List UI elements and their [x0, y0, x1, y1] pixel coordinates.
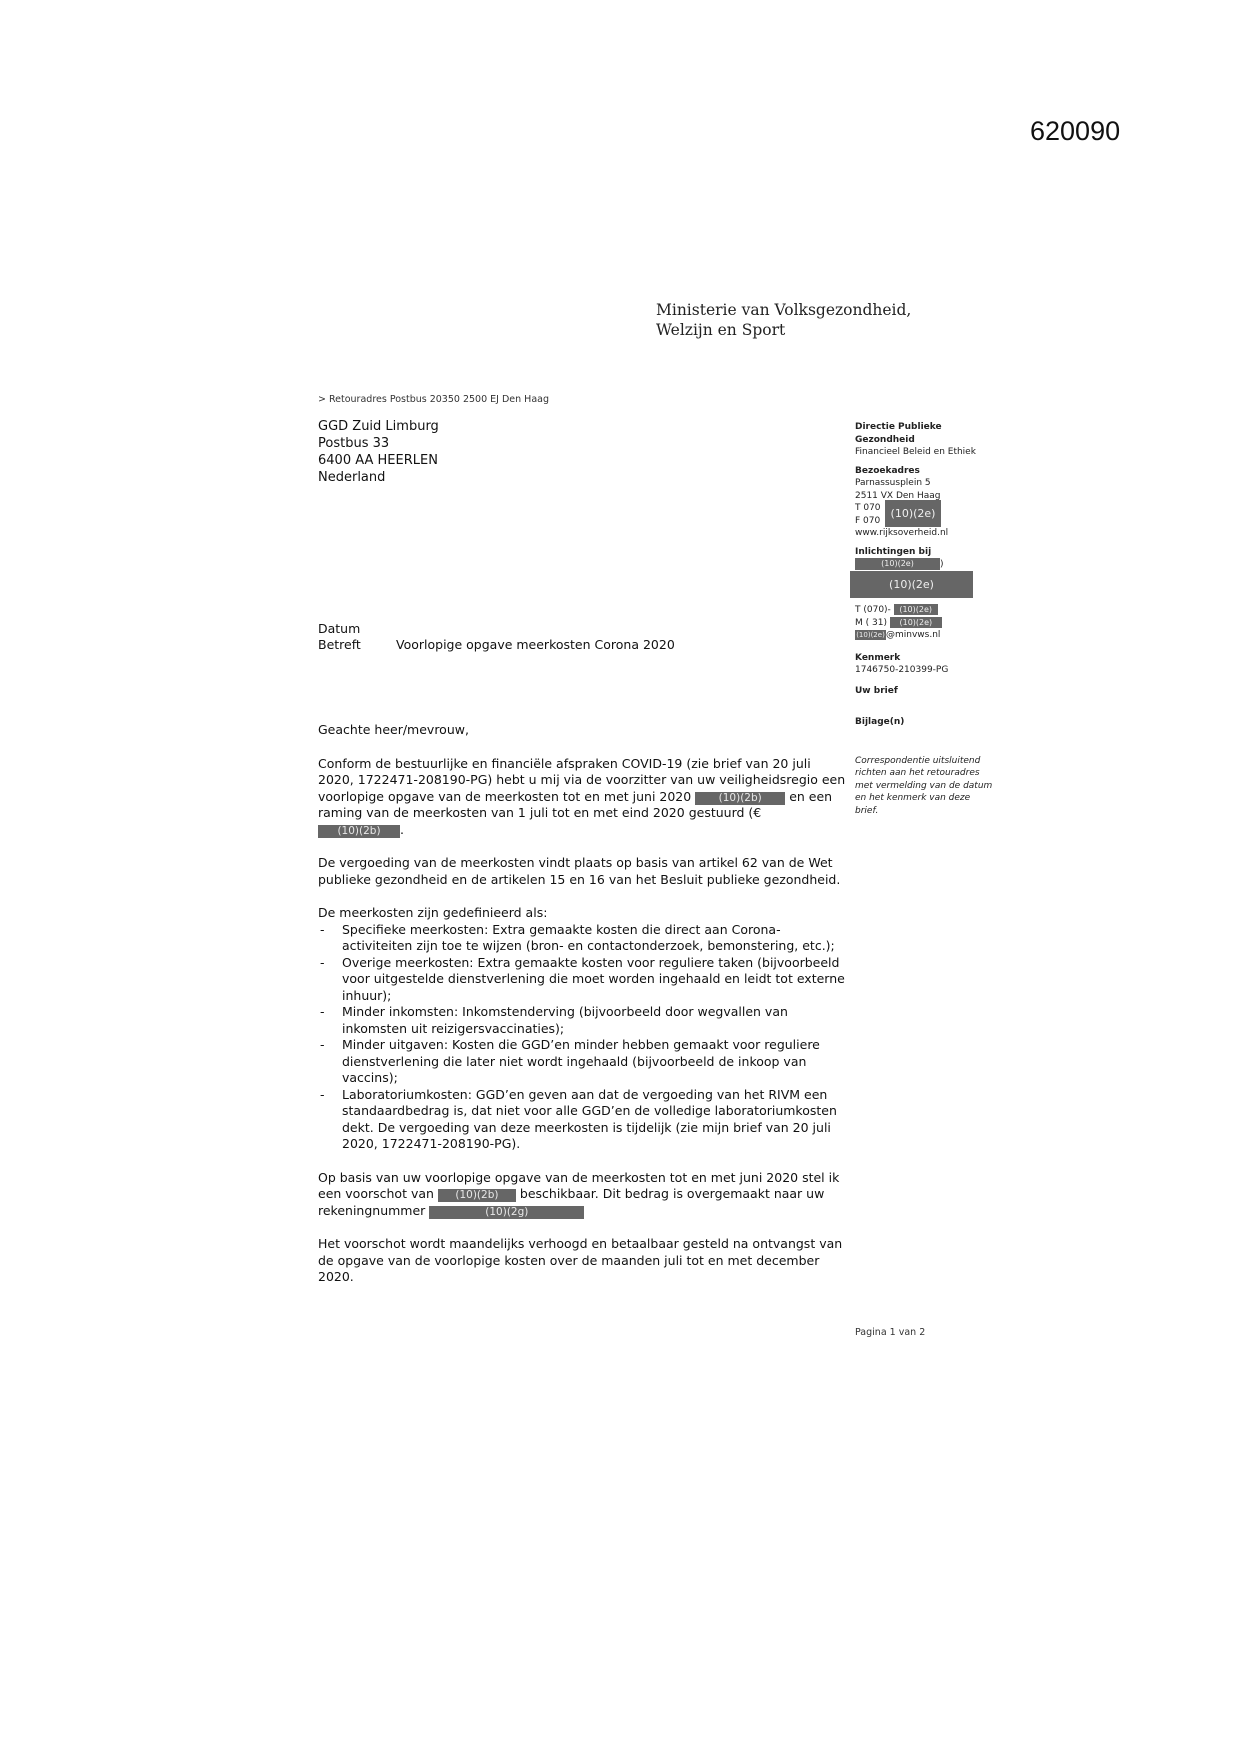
bijlage-heading: Bijlage(n): [855, 717, 905, 727]
redaction-contact-name: (10)(2e): [855, 558, 940, 570]
redaction-contact-dept: (10)(2e): [850, 571, 973, 598]
kenmerk-value: 1746750-210399-PG: [855, 665, 949, 675]
salutation: Geachte heer/mevrouw,: [318, 722, 469, 737]
website: www.rijksoverheid.nl: [855, 528, 949, 538]
recipient-city: 6400 AA HEERLEN: [318, 453, 438, 468]
visit-heading: Bezoekadres: [855, 465, 920, 476]
recipient-postbus: Postbus 33: [318, 436, 390, 451]
paragraph-1: Conform de bestuurlijke en financiële afspraken COVID-19 (zie brief van 20 juli 2020, 1722471-208190-PG) hebt u mij via de voorzitter van uw veiligheidsregio een voorlopige opgave van de meerkosten tot en met juni 2020 (10)(2b) en een raming van de meerkosten van 1 juli tot en met eind 2020 gestuurd (€ (10)(2b) .: [318, 755, 846, 837]
info-heading: Inlichtingen bij: [855, 546, 932, 557]
return-address: > Retouradres Postbus 20350 2500 EJ Den Haag: [318, 394, 550, 405]
correspondence-note: Correspondentie uitsluitend richten aan het retouradres met vermelding van de datum en het kenmerk van deze brief.: [855, 755, 993, 816]
betreft-label: Betreft: [318, 637, 361, 652]
recipient-address: [318, 418, 439, 486]
list-item: - Specifieke meerkosten: Extra gemaakte kosten die direct aan Corona-activiteiten zijn toe te wijzen (bron- en contactonderzoek, bemonstering, etc.);: [318, 922, 848, 955]
page-indicator: Pagina 1 van 2: [855, 1327, 926, 1338]
list-item: - Minder uitgaven: Kosten die GGD’en minder hebben gemaakt voor reguliere dienstverlening die later niet wordt ingehaald (bijvoorbeeld de inkoop van vaccins);: [318, 1037, 848, 1087]
phone-prefix: T 070: [855, 503, 881, 513]
visit-postcode: 2511 VX Den Haag: [855, 490, 941, 501]
redaction-contact-mobile: (10)(2e): [890, 617, 942, 628]
redaction-amount-2: (10)(2b): [318, 825, 400, 838]
datum-label: Datum: [318, 621, 361, 636]
email-suffix: @minvws.nl: [886, 630, 941, 640]
contact-phone-prefix: T (070)-: [855, 605, 891, 615]
paragraph-3: Op basis van uw voorlopige opgave van de meerkosten tot en met juni 2020 stel ik een voorschot van (10)(2b) beschikbaar. Dit bedrag is overgemaakt naar uw rekeningnummer (10)(2g): [318, 1169, 840, 1218]
ministry-line-2: Welzijn en Sport: [656, 321, 786, 339]
dept-sub: Financieel Beleid en Ethiek: [855, 447, 976, 457]
list-item: - Minder inkomsten: Inkomstenderving (bijvoorbeeld door wegvallen van inkomsten uit reizigersvaccinaties);: [318, 1004, 848, 1037]
paragraph-2: De vergoeding van de meerkosten vindt plaats op basis van artikel 62 van de Wet publieke gezondheid en de artikelen 15 en 16 van het Besluit publieke gezondheid.: [318, 855, 841, 887]
fax-prefix: F 070: [855, 515, 881, 526]
redaction-phone-fax: (10)(2e): [885, 500, 941, 527]
document-number: 620090: [1030, 116, 1121, 146]
ministry-logo-text: [656, 300, 911, 340]
meerkosten-list: [318, 922, 848, 1153]
ministry-line-1: Ministerie van Volksgezondheid,: [656, 301, 912, 319]
sidebar-colophon: Directie Publieke Gezondheid Financieel Beleid en Ethiek Bezoekadres Parnassusplein 5 2511 VX Den Haag T 070 F 070 (10)(2e) www.rijksoverheid.nl Inlichtingen bij (10)(2e) ) (10)(2e) T (070)- (10)(2e) M ( 31) (10)(2e) (10)(2e)@minvws.nl Kenmerk 1746750-210399-PG Uw brief Bijlage(n) Correspondentie uitsluitend richten aan het retouradres met vermelding van de datum en het kenmerk van deze brief.: [855, 421, 995, 817]
dept-line-2: Gezondheid: [855, 434, 915, 445]
recipient-country: Nederland: [318, 470, 386, 485]
letter-meta: [318, 621, 675, 653]
redaction-advance-amount: (10)(2b): [438, 1189, 516, 1202]
dept-line-1: Directie Publieke: [855, 422, 942, 432]
betreft-value: Voorlopige opgave meerkosten Corona 2020: [396, 637, 675, 652]
recipient-name: GGD Zuid Limburg: [318, 419, 439, 434]
kenmerk-heading: Kenmerk: [855, 652, 901, 663]
contact-mobile-prefix: M ( 31): [855, 617, 887, 628]
redaction-account-number: (10)(2g): [429, 1206, 584, 1219]
redaction-contact-phone: (10)(2e): [894, 604, 938, 615]
list-item: - Laboratoriumkosten: GGD’en geven aan dat de vergoeding van het RIVM een standaardbedrag is, dat niet voor alle GGD’en de volledige laboratoriumkosten dekt. De vergoeding van deze meerkosten is tijdelijk (zie mijn brief van 20 juli 2020, 1722471-208190-PG).: [318, 1087, 848, 1153]
redaction-email-user: (10)(2e): [856, 630, 885, 639]
letter-body: [318, 722, 848, 1303]
list-intro: De meerkosten zijn gedefinieerd als:: [318, 905, 548, 920]
uw-brief-heading: Uw brief: [855, 685, 898, 696]
list-item: - Overige meerkosten: Extra gemaakte kosten voor reguliere taken (bijvoorbeeld voor uitgestelde dienstverlening die moet worden ingehaald en leidt tot externe inhuur);: [318, 955, 848, 1005]
redaction-amount-1: (10)(2b): [695, 792, 785, 805]
visit-street: Parnassusplein 5: [855, 478, 931, 488]
paragraph-4: Het voorschot wordt maandelijks verhoogd en betaalbaar gesteld na ontvangst van de opgave van de voorlopige kosten over de maanden juli tot en met december 2020.: [318, 1236, 843, 1284]
